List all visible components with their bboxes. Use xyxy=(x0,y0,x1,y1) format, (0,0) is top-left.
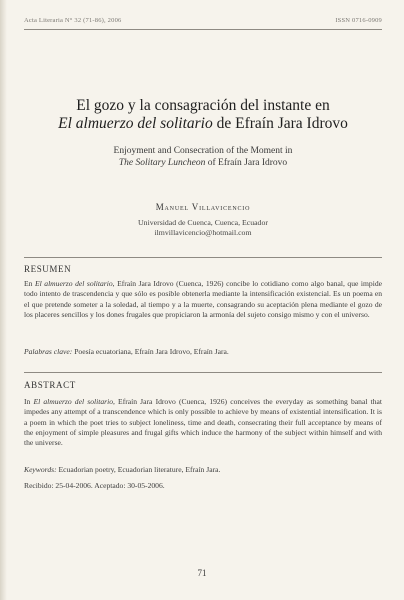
page-number: 71 xyxy=(197,568,207,578)
resumen-keywords-label: Palabras clave: xyxy=(24,347,73,356)
author-name: Manuel Villavicencio xyxy=(155,202,251,212)
resumen-keywords-list: Poesía ecuatoriana, Efraín Jara Idrovo, Efraín Jara. xyxy=(72,347,229,356)
resumen-lead: En xyxy=(24,279,35,288)
abstract-body: , Efraín Jara Idrovo (Cuenca, 1926) conceives the everyday as something banal that impedes any attempt of a transcendence which is only possible to achieve by means of existential intensification. It is a poem in which the poet tries to subject loneliness, time and death, consecrating their full acceptance by means of the enjoyment of simple pleasures and frugal gifts which induce the harmony of the subject within himself and with the universe. xyxy=(24,397,382,448)
resumen-keywords xyxy=(24,347,382,357)
journal-citation: Acta Literaria N° 32 (71-86), 2006 xyxy=(24,17,122,24)
running-head xyxy=(24,17,382,27)
subtitle-work-italic: The Solitary Luncheon xyxy=(118,157,206,168)
resumen-body: , Efraín Jara Idrovo (Cuenca, 1926) concibe lo cotidiano como algo banal, que impide todo intento de trascendencia y que sólo es posible obtenerla mediante la intensificación existencial. Es un poema en el que pretende someter a la soledad, al tiempo y a la muerte, consagrando su aceptación plena mediante el gozo de los placeres sencillos y los dones frugales que propiciaron la armonía del sujeto consigo mismo y con el universo. xyxy=(24,279,382,319)
english-title xyxy=(24,146,382,169)
abstract-work-italic: El almuerzo del solitario xyxy=(33,397,113,406)
abstract-rule xyxy=(24,372,382,373)
resumen-rule xyxy=(24,257,382,258)
subtitle-line-2 xyxy=(24,158,382,170)
affiliation: Universidad de Cuenca, Cuenca, Ecuador xyxy=(138,218,268,227)
abstract-keywords xyxy=(24,465,382,475)
header-rule xyxy=(24,29,382,30)
title-work-italic: El almuerzo del solitario xyxy=(58,115,213,132)
title-line-2-rest: de Efraín Jara Idrovo xyxy=(212,115,348,132)
abstract-heading: ABSTRACT xyxy=(24,380,76,390)
abstract-text xyxy=(24,397,382,448)
article-title xyxy=(24,97,382,133)
abstract-keywords-label: Keywords: xyxy=(24,465,57,474)
resumen-text xyxy=(24,279,382,320)
subtitle-line-1: Enjoyment and Consecration of the Moment in xyxy=(113,146,293,156)
abstract-lead: In xyxy=(24,397,34,406)
title-line-1: El gozo y la consagración del instante en xyxy=(76,97,330,114)
abstract-keywords-list: Ecuadorian poetry, Ecuadorian literature, Efraín Jara. xyxy=(56,465,221,474)
subtitle-line-2-rest: of Efraín Jara Idrovo xyxy=(205,157,288,168)
author-email: ilmvillavicencio@hotmail.com xyxy=(154,228,252,237)
title-line-2 xyxy=(24,115,382,133)
received-accepted-dates: Recibido: 25-04-2006. Aceptado: 30-05-2006. xyxy=(24,481,165,490)
author-affiliation-block xyxy=(24,218,382,238)
issn: ISSN 0716-0909 xyxy=(335,17,382,24)
resumen-work-italic: El almuerzo del solitario xyxy=(34,279,113,288)
resumen-heading: RESUMEN xyxy=(24,264,72,274)
